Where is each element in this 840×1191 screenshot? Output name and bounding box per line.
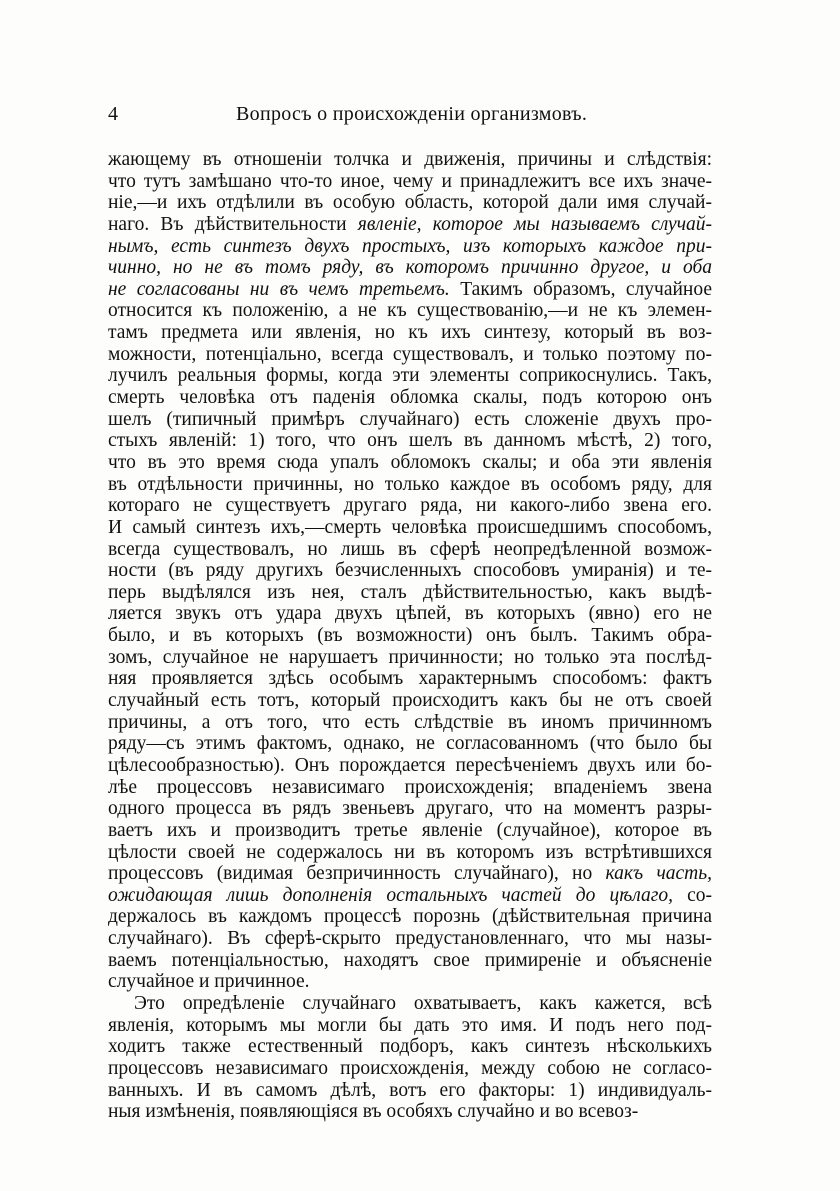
text-line xyxy=(108,1080,712,1102)
text-segment: И самый синтезъ ихъ,—смерть человѣка происшедшимъ способомъ, xyxy=(108,516,712,538)
text-segment: стыхъ явленій: 1) того, что онъ шелъ въ данномъ мѣстѣ, 2) того, xyxy=(108,430,712,452)
text-segment: въ отдѣльности причинны, но только каждое въ особомъ ряду, для xyxy=(108,473,712,495)
text-line xyxy=(108,300,712,322)
text-line xyxy=(108,1058,712,1080)
text-segment: относится къ положенію, а не къ существованію,—и не къ элемен- xyxy=(108,300,712,322)
text-line xyxy=(108,430,712,452)
text-segment: лѣе процессовъ независимаго происхожденія; впаденіемъ звена xyxy=(108,776,712,798)
text-segment: со- xyxy=(672,884,712,906)
italic-text: не согласованы ни въ чемъ третьемъ. xyxy=(108,278,450,300)
text-line xyxy=(108,171,712,193)
text-segment: ряду—съ этимъ фактомъ, однако, не согласованномъ (что было бы xyxy=(108,733,712,755)
running-title: Вопросъ о происхожденіи организмовъ. xyxy=(236,103,588,125)
text-segment: смерть человѣка отъ паденія обломка скалы, подъ которою онъ xyxy=(108,387,712,409)
text-line xyxy=(108,495,712,517)
text-segment: случайный есть тотъ, который происходитъ какъ бы не отъ своей xyxy=(108,690,712,712)
text-segment: наго. Въ дѣйствительности xyxy=(108,213,358,235)
text-line xyxy=(108,474,712,496)
text-segment: цѣлости своей не содержалось ни въ которомъ изъ встрѣтившихся xyxy=(108,841,712,863)
italic-text: ожидающая лишь дополненія остальныхъ частей до цѣлаго, xyxy=(108,884,673,906)
text-line xyxy=(108,365,712,387)
paragraph xyxy=(108,149,712,993)
italic-text: какъ часть, xyxy=(605,863,712,885)
text-line xyxy=(108,842,712,864)
text-line xyxy=(108,885,712,907)
text-line xyxy=(108,214,712,236)
text-segment: цѣлесообразностью). Онъ порождается пересѣченіемъ двухъ или бо- xyxy=(108,754,712,776)
text-line xyxy=(108,950,712,972)
text-segment: Такимъ образомъ, случайное xyxy=(449,278,713,300)
text-line xyxy=(108,1101,712,1123)
text-line xyxy=(108,192,712,214)
text-line xyxy=(108,690,712,712)
text-line xyxy=(108,906,712,928)
text-segment: котораго не существуетъ другаго ряда, ни какого-либо звена его. xyxy=(108,495,712,517)
text-line xyxy=(108,387,712,409)
text-line xyxy=(108,971,712,993)
italic-text: явленіе, которое мы называемъ случай- xyxy=(357,213,712,235)
text-segment: няя проявляется здѣсь особымъ характернымъ способомъ: фактъ xyxy=(108,668,712,690)
text-segment: шелъ (типичный примѣръ случайнаго) есть сложеніе двухъ про- xyxy=(108,408,712,430)
text-segment: ляется звукъ отъ удара двухъ цѣпей, въ которыхъ (явно) его не xyxy=(108,603,712,625)
text-segment: всегда существовалъ, но лишь въ сферѣ неопредѣленной возмож- xyxy=(108,538,712,560)
text-line xyxy=(108,863,712,885)
text-line xyxy=(108,733,712,755)
text-line xyxy=(108,539,712,561)
text-line xyxy=(108,647,712,669)
text-segment: причины, а отъ того, что есть слѣдствіе въ иномъ причинномъ xyxy=(108,711,712,733)
text-segment: ваетъ ихъ и производитъ третье явленіе (случайное), которое въ xyxy=(108,819,712,841)
text-segment: ванныхъ. И въ самомъ дѣлѣ, вотъ его факторы: 1) индивидуаль- xyxy=(108,1079,712,1101)
text-segment: одного процесса въ рядъ звеньевъ другаго, что на моментъ разры- xyxy=(108,798,712,820)
page-number: 4 xyxy=(108,103,118,125)
paragraph xyxy=(108,993,712,1123)
text-line xyxy=(108,777,712,799)
page-header xyxy=(108,103,712,131)
text-line xyxy=(108,149,712,171)
text-segment: что въ это время сюда упалъ обломокъ скалы; и оба эти явленія xyxy=(108,451,712,473)
text-line xyxy=(108,322,712,344)
text-line xyxy=(108,928,712,950)
text-segment: зомъ, случайное не нарушаетъ причинности; но только эта послѣд- xyxy=(108,646,712,668)
italic-text: нымъ, есть синтезъ двухъ простыхъ, изъ которыхъ каждое при- xyxy=(108,235,712,257)
text-line xyxy=(108,993,712,1015)
text-line xyxy=(108,582,712,604)
text-segment: процессовъ (видимая безпричинность случайнаго), но xyxy=(108,863,606,885)
text-line xyxy=(108,712,712,734)
text-line xyxy=(108,344,712,366)
body-text xyxy=(108,149,712,1123)
text-line xyxy=(108,409,712,431)
text-line xyxy=(108,798,712,820)
text-segment: ніе,—и ихъ отдѣлили въ особую область, которой дали имя случай- xyxy=(108,192,712,214)
text-segment: можности, потенціально, всегда существовалъ, и только поэтому по- xyxy=(108,343,712,365)
text-segment: было, и въ которыхъ (въ возможности) онъ былъ. Такимъ обра- xyxy=(108,625,712,647)
text-segment: перь выдѣлялся изъ нея, сталъ дѣйствительностью, какъ выдѣ- xyxy=(108,581,712,603)
text-line xyxy=(108,668,712,690)
text-line xyxy=(108,560,712,582)
text-segment: случайное и причинное. xyxy=(108,971,310,993)
text-segment: ныя измѣненія, появляющіяся въ особяхъ случайно и во всевоз- xyxy=(108,1101,639,1123)
text-line xyxy=(108,603,712,625)
text-line xyxy=(108,1015,712,1037)
text-line xyxy=(108,517,712,539)
text-segment: Это опредѣленіе случайнаго охватываетъ, какъ кажется, всѣ xyxy=(134,992,712,1014)
text-line xyxy=(108,279,712,301)
text-segment: процессовъ независимаго происхожденія, между собою не согласо- xyxy=(108,1057,712,1079)
text-line xyxy=(108,257,712,279)
text-line xyxy=(108,1036,712,1058)
text-line xyxy=(108,820,712,842)
text-line xyxy=(108,452,712,474)
text-segment: ности (въ ряду другихъ безчисленныхъ способовъ умиранія) и те- xyxy=(108,560,712,582)
text-segment: случайнаго). Въ сферѣ-скрыто предустановленнаго, что мы назы- xyxy=(108,928,712,950)
text-segment: ваемъ потенціальностью, находятъ свое примиреніе и объясненіе xyxy=(108,949,712,971)
text-line xyxy=(108,625,712,647)
text-segment: явленія, которымъ мы могли бы дать это имя. И подъ него под- xyxy=(108,1014,712,1036)
text-segment: держалось въ каждомъ процессѣ порознь (дѣйствительная причина xyxy=(108,906,712,928)
text-line xyxy=(108,236,712,258)
text-segment: ходитъ также естественный подборъ, какъ синтезъ нѣсколькихъ xyxy=(108,1036,712,1058)
text-line xyxy=(108,755,712,777)
text-segment: что тутъ замѣшано что-то иное, чему и принадлежитъ все ихъ значе- xyxy=(108,170,712,192)
italic-text: чинно, но не въ томъ ряду, въ которомъ причинно другое, и оба xyxy=(108,257,712,279)
text-segment: жающему въ отношеніи толчка и движенія, причины и слѣдствія: xyxy=(108,149,712,170)
text-segment: лучилъ реальныя формы, когда эти элементы соприкоснулись. Такъ, xyxy=(108,365,712,387)
text-segment: тамъ предмета или явленія, но къ ихъ синтезу, который въ воз- xyxy=(108,322,712,344)
